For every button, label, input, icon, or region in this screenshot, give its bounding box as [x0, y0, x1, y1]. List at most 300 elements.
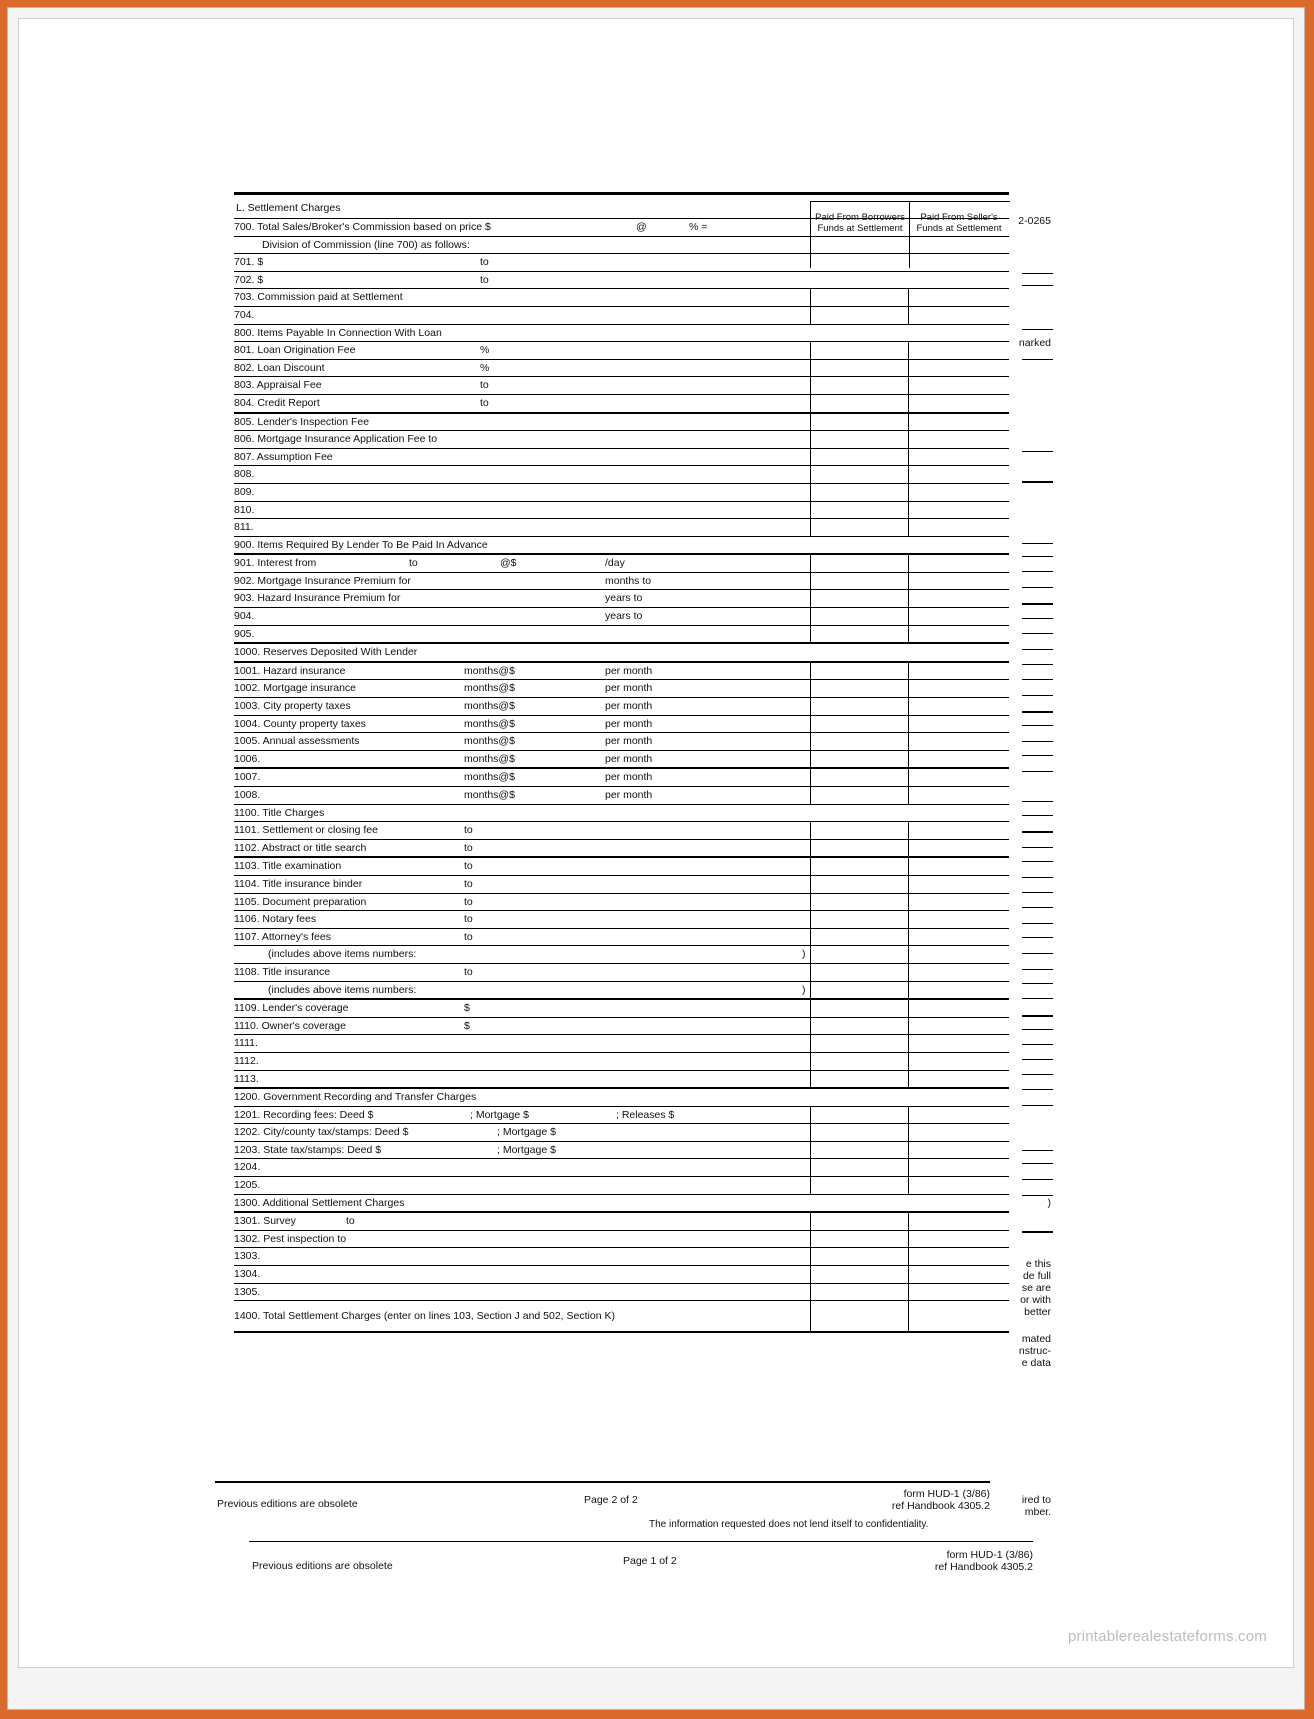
table-row — [234, 875, 1009, 893]
row-field-label: to — [480, 396, 489, 409]
table-row — [234, 607, 1009, 625]
edge-rule — [1022, 923, 1053, 924]
row-label: 1003. City property taxes — [234, 700, 351, 713]
amount-columns — [810, 573, 1009, 590]
row-label: 806. Mortgage Insurance Application Fee to — [234, 433, 438, 446]
amount-columns — [810, 414, 1009, 431]
table-row — [234, 1158, 1009, 1176]
edge-rule — [1022, 1231, 1053, 1233]
table-row — [234, 394, 1009, 412]
table-row — [234, 625, 1009, 643]
amount-columns — [810, 964, 1009, 981]
table-row — [234, 572, 1009, 590]
row-field-label: months@$ — [464, 717, 515, 730]
row-label: 1200. Government Recording and Transfer Charges — [234, 1091, 477, 1104]
row-label: 1008. — [234, 789, 261, 801]
row-label: Division of Commission (line 700) as follows: — [262, 238, 470, 251]
table-row — [234, 1211, 1009, 1230]
amount-columns — [810, 449, 1009, 466]
row-label: 803. Appraisal Fee — [234, 379, 322, 392]
edge-rule — [1022, 815, 1053, 816]
row-label: 1002. Mortgage insurance — [234, 682, 356, 695]
edge-rule — [1022, 679, 1053, 680]
amount-columns — [810, 787, 1009, 804]
table-row — [234, 341, 1009, 359]
row-field-label: per month — [605, 717, 653, 730]
row-label: 811. — [234, 521, 254, 534]
row-field-label: ; Mortgage $ — [470, 1108, 529, 1121]
row-field-label: to — [480, 379, 489, 392]
amount-columns-header — [810, 201, 1010, 268]
table-row — [234, 448, 1009, 466]
row-field-label: months to — [605, 574, 652, 587]
row-label: 1302. Pest inspection to — [234, 1232, 347, 1245]
row-label: 905. — [234, 627, 255, 640]
total-label: 1400. Total Settlement Charges (enter on lines 103, Section J and 502, Section K) — [234, 1310, 615, 1323]
row-label: 900. Items Required By Lender To Be Paid In Advance — [234, 538, 488, 551]
footer-page-number-page2: Page 2 of 2 — [584, 1494, 638, 1506]
table-row — [234, 465, 1009, 483]
row-field-label: to — [464, 824, 473, 837]
top-rule — [234, 192, 1009, 195]
amount-columns — [810, 982, 1009, 999]
table-row — [234, 1176, 1009, 1194]
edge-rule — [1022, 725, 1053, 726]
row-label: 701. $ — [234, 256, 264, 269]
edge-text: se are — [1021, 1282, 1051, 1294]
amount-columns — [810, 1142, 1009, 1159]
edge-rule — [1022, 1059, 1053, 1060]
footer-left-page1: Previous editions are obsolete — [252, 1560, 393, 1572]
row-field-label: to — [464, 930, 473, 943]
edge-text: or with — [1020, 1294, 1051, 1306]
amount-columns — [810, 1248, 1009, 1265]
row-label: (includes above items numbers: — [268, 948, 417, 961]
row-label: 1104. Title insurance binder — [234, 877, 363, 890]
edge-rule — [1022, 831, 1053, 833]
confidentiality-notice: The information requested does not lend itself to confidentiality. — [649, 1519, 929, 1530]
row-field-label: to — [464, 841, 473, 854]
edge-rule — [1022, 1150, 1053, 1151]
table-row — [234, 430, 1009, 448]
row-label: 1006. — [234, 752, 261, 765]
table-row — [234, 1247, 1009, 1265]
row-label: 1004. County property taxes — [234, 717, 366, 730]
edge-rule — [1022, 1044, 1053, 1045]
settlement-charges-form — [234, 192, 1009, 1333]
section-row — [234, 536, 1009, 554]
edge-rule — [1022, 847, 1053, 848]
table-row — [234, 856, 1009, 875]
row-label: 1304. — [234, 1268, 261, 1281]
edge-rule — [1022, 711, 1053, 713]
amount-columns — [810, 1159, 1009, 1176]
table-row — [234, 786, 1009, 804]
table-row — [234, 750, 1009, 768]
footer-rule-page2 — [215, 1481, 990, 1483]
footer-handbook-page2: ref Handbook 4305.2 — [891, 1500, 990, 1512]
table-row — [234, 1034, 1009, 1052]
edge-rule — [1022, 1163, 1053, 1164]
amount-columns — [810, 360, 1009, 377]
edge-text: better — [1024, 1306, 1051, 1318]
table-row — [234, 910, 1009, 928]
row-field-label: $ — [464, 1002, 470, 1015]
amount-columns — [810, 946, 1009, 963]
edge-rule — [1022, 618, 1053, 619]
row-field-label: to — [464, 913, 473, 926]
edge-rule — [1022, 273, 1053, 274]
edge-rule — [1022, 571, 1053, 572]
row-field-label: @ — [636, 221, 647, 233]
amount-columns — [810, 502, 1009, 519]
amount-columns — [810, 858, 1009, 875]
row-field-label: to — [346, 1215, 355, 1228]
table-row — [234, 483, 1009, 501]
amount-columns — [810, 289, 1009, 306]
table-row — [234, 661, 1009, 680]
row-label: 902. Mortgage Insurance Premium for — [234, 574, 411, 587]
row-field-label: per month — [605, 752, 653, 765]
amount-columns — [810, 680, 1009, 697]
edge-rule — [1022, 543, 1053, 544]
section-row — [234, 1087, 1009, 1106]
row-label: 1100. Title Charges — [234, 806, 325, 819]
table-row — [234, 501, 1009, 519]
edge-rule — [1022, 359, 1053, 360]
row-label: 1000. Reserves Deposited With Lender — [234, 646, 418, 659]
row-label: 810. — [234, 503, 255, 516]
row-label: 1204. — [234, 1161, 261, 1174]
footer-page-number-page1: Page 1 of 2 — [623, 1555, 677, 1567]
amount-columns — [810, 1018, 1009, 1035]
table-row — [234, 1123, 1009, 1141]
seller-column-header: Paid From Seller's Funds at Settlement — [916, 212, 1002, 234]
edge-text: narked — [1018, 337, 1051, 349]
row-field-label: months@$ — [464, 682, 515, 695]
row-label: 700. Total Sales/Broker's Commission based on price $ — [234, 221, 491, 233]
amount-columns — [810, 716, 1009, 733]
edge-rule — [1022, 877, 1053, 878]
amount-columns — [810, 1107, 1009, 1124]
edge-rule — [1022, 285, 1053, 286]
edge-rule — [1022, 953, 1053, 954]
row-field-label: @$ — [500, 557, 517, 570]
watermark: printablerealestateforms.com — [1067, 1628, 1267, 1645]
total-amount-columns — [810, 1301, 1009, 1331]
row-label: 1101. Settlement or closing fee — [234, 824, 378, 837]
table-row — [234, 271, 1009, 289]
edge-rule — [1022, 329, 1053, 330]
edge-rule — [1022, 892, 1053, 893]
edge-rule — [1022, 907, 1053, 908]
edge-rule — [1022, 1179, 1053, 1180]
edge-text: mber. — [1024, 1506, 1051, 1518]
row-field-label: years to — [605, 592, 643, 605]
edge-rule — [1022, 1029, 1053, 1030]
row-label: 1203. State tax/stamps: Deed $ — [234, 1143, 382, 1156]
document-page — [18, 18, 1294, 1668]
edge-rule — [1022, 741, 1053, 742]
row-field-label: months@$ — [464, 789, 515, 801]
edge-rule — [1022, 649, 1053, 650]
row-field-label: ; Mortgage $ — [497, 1143, 556, 1156]
edge-rule — [1022, 556, 1053, 557]
row-label: 801. Loan Origination Fee — [234, 344, 356, 357]
amount-columns — [810, 1053, 1009, 1070]
table-row — [234, 945, 1009, 963]
row-field-label: ; Releases $ — [616, 1108, 675, 1121]
row-label: 1201. Recording fees: Deed $ — [234, 1108, 374, 1121]
row-label: 808. — [234, 468, 255, 481]
amount-columns — [810, 519, 1009, 536]
table-row — [234, 981, 1009, 999]
edge-rule — [1022, 587, 1053, 588]
table-row — [234, 697, 1009, 715]
edge-text: nstruc- — [1018, 1345, 1051, 1357]
row-field-label: months@$ — [464, 771, 515, 784]
edge-rule — [1022, 481, 1053, 483]
row-field-label: months@$ — [464, 735, 515, 748]
edge-text: e this — [1025, 1258, 1051, 1270]
row-field-label: to — [464, 860, 473, 873]
edge-text: ired to — [1021, 1494, 1051, 1506]
table-row — [234, 839, 1009, 857]
edge-text: de full — [1022, 1270, 1051, 1282]
charges-table — [234, 218, 1009, 1300]
edge-rule — [1022, 755, 1053, 756]
edge-rule — [1022, 633, 1053, 634]
edge-rule — [1022, 1089, 1053, 1090]
edge-rule — [1022, 969, 1053, 970]
amount-columns — [810, 395, 1009, 412]
row-field-label: months@$ — [464, 700, 515, 713]
edge-rule — [1022, 1195, 1053, 1196]
amount-columns — [810, 1177, 1009, 1194]
row-label: 1112. — [234, 1054, 259, 1067]
table-row — [234, 1265, 1009, 1283]
row-field-label: ) — [802, 948, 806, 961]
amount-columns — [810, 466, 1009, 483]
row-field-label: per month — [605, 682, 653, 695]
table-row — [234, 306, 1009, 324]
table-row — [234, 412, 1009, 431]
row-field-label: % = — [689, 221, 708, 233]
table-row — [234, 715, 1009, 733]
row-label: 807. Assumption Fee — [234, 450, 333, 463]
row-field-label: $ — [464, 1019, 470, 1032]
edge-rule — [1022, 1074, 1053, 1075]
row-label: 800. Items Payable In Connection With Loan — [234, 326, 442, 339]
row-field-label: per month — [605, 700, 653, 713]
table-row — [234, 928, 1009, 946]
borrower-column-header: Paid From Borrowers Funds at Settlement — [815, 212, 905, 234]
edge-rule — [1022, 861, 1053, 862]
amount-columns — [810, 698, 1009, 715]
amount-columns — [810, 822, 1009, 839]
row-label: 1007. — [234, 771, 261, 784]
amount-columns — [810, 555, 1009, 572]
row-label: 1103. Title examination — [234, 860, 342, 873]
amount-columns — [810, 342, 1009, 359]
section-title: L. Settlement Charges — [236, 202, 341, 214]
row-label: 802. Loan Discount — [234, 361, 325, 374]
row-field-label: to — [480, 273, 489, 286]
row-label: 1301. Survey — [234, 1215, 296, 1228]
section-row — [234, 324, 1009, 342]
row-label: 904. — [234, 610, 255, 623]
row-label: 1303. — [234, 1250, 261, 1263]
amount-columns — [810, 876, 1009, 893]
amount-columns — [810, 1266, 1009, 1283]
row-field-label: per month — [605, 771, 653, 784]
table-row — [234, 359, 1009, 377]
amount-columns — [810, 1231, 1009, 1248]
row-field-label: % — [480, 344, 490, 357]
amount-columns — [810, 929, 1009, 946]
row-field-label: to — [464, 965, 473, 978]
row-label: 1202. City/county tax/stamps: Deed $ — [234, 1126, 409, 1139]
section-row — [234, 642, 1009, 661]
row-label: 1113. — [234, 1072, 259, 1085]
row-field-label: /day — [605, 557, 625, 570]
amount-columns — [810, 663, 1009, 680]
edge-rule — [1022, 801, 1053, 802]
table-row — [234, 1230, 1009, 1248]
footer-form-id-page2: form HUD-1 (3/86) — [903, 1488, 990, 1500]
edge-rule — [1022, 1015, 1053, 1017]
amount-columns — [810, 1071, 1009, 1088]
row-label: 1106. Notary fees — [234, 913, 317, 926]
table-row — [234, 288, 1009, 306]
amount-columns — [810, 751, 1009, 768]
amount-columns — [810, 769, 1009, 786]
footer-handbook-page1: ref Handbook 4305.2 — [934, 1561, 1033, 1573]
row-field-label: ; Mortgage $ — [497, 1126, 556, 1139]
row-label: 805. Lender's Inspection Fee — [234, 415, 370, 428]
table-row — [234, 553, 1009, 572]
amount-columns — [810, 1124, 1009, 1141]
row-field-label: to — [464, 895, 473, 908]
row-field-label: ) — [802, 983, 806, 996]
row-label: 1300. Additional Settlement Charges — [234, 1196, 405, 1209]
table-row — [234, 893, 1009, 911]
amount-columns — [810, 894, 1009, 911]
amount-columns — [810, 626, 1009, 643]
table-row — [234, 1106, 1009, 1124]
row-field-label: to — [464, 877, 473, 890]
row-field-label: months@$ — [464, 664, 515, 677]
total-row — [234, 1300, 1009, 1333]
table-row — [234, 767, 1009, 786]
edge-rule — [1022, 771, 1053, 772]
row-label: 809. — [234, 485, 255, 498]
row-field-label: per month — [605, 664, 653, 677]
row-label: 1107. Attorney's fees — [234, 930, 331, 943]
row-label: 704. — [234, 308, 255, 321]
table-row — [234, 1070, 1009, 1088]
section-row — [234, 804, 1009, 822]
amount-columns — [810, 733, 1009, 750]
row-label: 1108. Title insurance — [234, 965, 331, 978]
footer-rule-page1 — [249, 1541, 1033, 1542]
edge-text: 2-0265 — [1018, 215, 1051, 227]
amount-columns — [810, 911, 1009, 928]
table-row — [234, 1141, 1009, 1159]
edge-rule — [1022, 695, 1053, 696]
edge-text: mated — [1021, 1333, 1051, 1345]
amount-columns — [810, 608, 1009, 625]
row-label: 703. Commission paid at Settlement — [234, 291, 403, 304]
row-label: 903. Hazard Insurance Premium for — [234, 592, 401, 605]
row-field-label: months@$ — [464, 752, 515, 765]
table-row — [234, 998, 1009, 1017]
row-field-label: to — [409, 557, 418, 570]
row-field-label: % — [480, 361, 490, 374]
amount-columns — [810, 1213, 1009, 1230]
amount-columns — [810, 1284, 1009, 1301]
table-row — [234, 376, 1009, 394]
table-row — [234, 821, 1009, 839]
amount-columns — [810, 377, 1009, 394]
row-label: (includes above items numbers: — [268, 983, 417, 996]
edge-rule — [1022, 664, 1053, 665]
row-label: 1110. Owner's coverage — [234, 1019, 346, 1032]
amount-columns — [810, 590, 1009, 607]
edge-text: ) — [1047, 1197, 1051, 1209]
table-row — [234, 963, 1009, 981]
row-label: 901. Interest from — [234, 557, 317, 570]
row-label: 1005. Annual assessments — [234, 735, 360, 748]
edge-rule — [1022, 451, 1053, 452]
table-row — [234, 732, 1009, 750]
amount-columns — [810, 840, 1009, 857]
edge-rule — [1022, 603, 1053, 605]
edge-rule — [1022, 937, 1053, 938]
table-row — [234, 1017, 1009, 1035]
row-label: 1102. Abstract or title search — [234, 841, 367, 854]
row-field-label: per month — [605, 789, 653, 801]
amount-columns — [810, 1000, 1009, 1017]
footer-left-page2: Previous editions are obsolete — [217, 1498, 358, 1510]
table-row — [234, 589, 1009, 607]
amount-columns — [810, 431, 1009, 448]
row-field-label: to — [480, 256, 489, 269]
row-label: 804. Credit Report — [234, 396, 320, 409]
table-row — [234, 1283, 1009, 1301]
table-row — [234, 518, 1009, 536]
edge-rule — [1022, 998, 1053, 999]
edge-rule — [1022, 1105, 1053, 1106]
footer-form-id-page1: form HUD-1 (3/86) — [946, 1549, 1033, 1561]
row-label: 1109. Lender's coverage — [234, 1002, 349, 1015]
row-label: 1205. — [234, 1179, 261, 1192]
row-label: 702. $ — [234, 273, 264, 286]
table-row — [234, 679, 1009, 697]
row-label: 1305. — [234, 1285, 261, 1298]
section-row — [234, 1194, 1009, 1212]
edge-rule — [1022, 983, 1053, 984]
amount-columns — [810, 307, 1009, 324]
row-label: 1105. Document preparation — [234, 895, 367, 908]
row-field-label: years to — [605, 610, 643, 623]
row-label: 1111. — [234, 1037, 258, 1050]
edge-text: e data — [1021, 1357, 1051, 1369]
table-row — [234, 1052, 1009, 1070]
amount-columns — [810, 484, 1009, 501]
row-label: 1001. Hazard insurance — [234, 664, 346, 677]
row-field-label: per month — [605, 735, 653, 748]
